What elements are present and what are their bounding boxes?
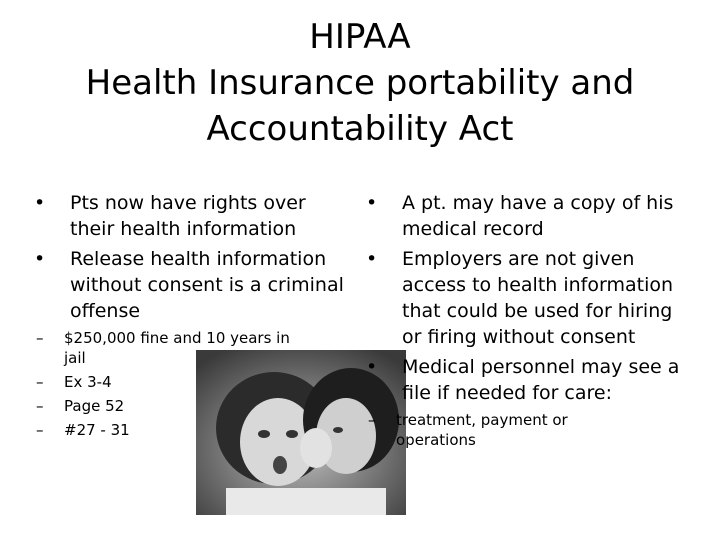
dash-icon: – <box>36 421 44 439</box>
list-item <box>32 246 352 324</box>
left-column <box>32 190 352 444</box>
list-item <box>364 190 694 242</box>
list-item <box>364 354 694 406</box>
list-item <box>364 410 614 450</box>
right-column <box>364 190 694 454</box>
title-line-1: HIPAA <box>309 17 411 57</box>
bullet-icon: • <box>366 356 378 378</box>
list-item <box>32 190 352 242</box>
sub-bullet-text: #27 - 31 <box>64 421 130 439</box>
list-item <box>32 328 312 368</box>
bullet-text: A pt. may have a copy of his medical record <box>402 192 674 240</box>
sub-bullet-text: treatment, payment or operations <box>396 411 568 449</box>
right-sub-bullet-list <box>364 410 614 450</box>
dash-icon: – <box>368 411 376 429</box>
sub-bullet-text: Ex 3-4 <box>64 373 112 391</box>
bullet-icon: • <box>366 248 378 270</box>
list-item <box>364 246 694 350</box>
left-bullet-list <box>32 190 352 324</box>
bullet-icon: • <box>366 192 378 214</box>
dash-icon: – <box>36 373 44 391</box>
bullet-icon: • <box>34 248 46 270</box>
title-line-2: Health Insurance portability and <box>85 63 635 103</box>
right-bullet-list <box>364 190 694 406</box>
list-item <box>32 372 312 392</box>
sub-bullet-text: Page 52 <box>64 397 125 415</box>
title-line-3: Accountability Act <box>206 109 514 149</box>
bullet-icon: • <box>34 192 46 214</box>
list-item <box>32 420 312 440</box>
bullet-text: Release health information without consent is a criminal offense <box>70 248 344 322</box>
list-item <box>32 396 312 416</box>
slide-title <box>40 14 680 152</box>
dash-icon: – <box>36 397 44 415</box>
bullet-text: Medical personnel may see a file if needed for care: <box>402 356 680 404</box>
left-sub-bullet-list <box>32 328 312 440</box>
sub-bullet-text: $250,000 fine and 10 years in jail <box>64 329 290 367</box>
bullet-text: Pts now have rights over their health information <box>70 192 306 240</box>
dash-icon: – <box>36 329 44 347</box>
bullet-text: Employers are not given access to health information that could be used for hiring or firing without consent <box>402 248 674 348</box>
